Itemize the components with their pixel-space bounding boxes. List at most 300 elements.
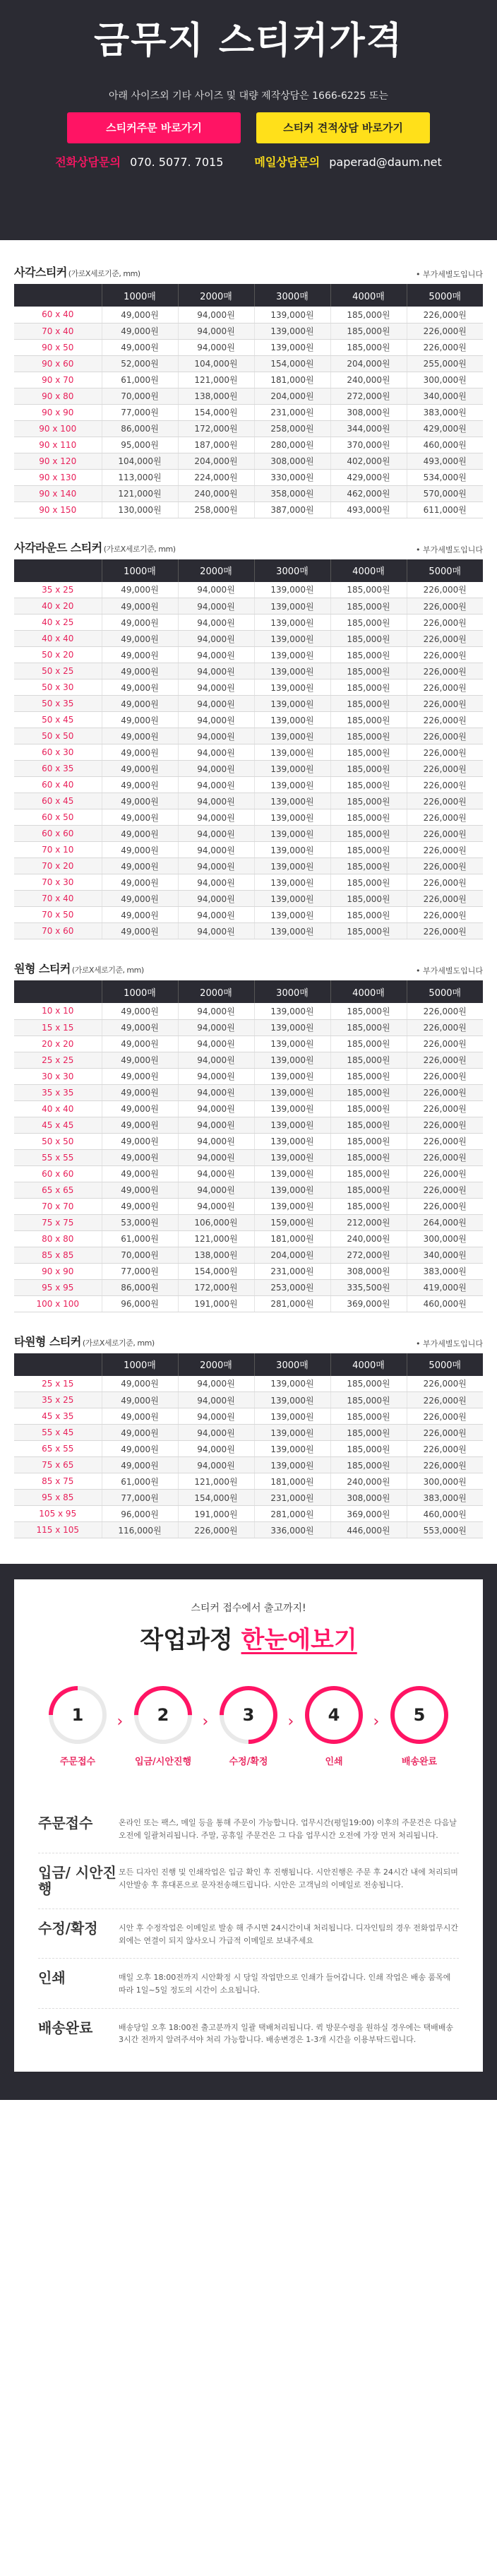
price-cell: 139,000원 [254, 728, 330, 744]
price-cell: 139,000원 [254, 1457, 330, 1473]
price-cell: 138,000원 [178, 388, 254, 404]
price-cell: 185,000원 [330, 744, 407, 761]
chevron-right-icon: › [373, 1713, 380, 1731]
process-step [128, 1686, 198, 1767]
price-cell: 94,000원 [178, 1084, 254, 1100]
table-row [14, 1295, 483, 1312]
step-progress-arc [37, 1674, 119, 1756]
column-header: 1000매 [102, 980, 178, 1003]
process-subtitle: 스티커 접수에서 출고까지! [191, 1603, 306, 1614]
email-address[interactable]: paperad@daum.net [329, 155, 442, 170]
price-cell: 49,000원 [102, 1133, 178, 1149]
size-cell: 105 x 95 [14, 1506, 102, 1522]
price-cell: 104,000원 [178, 355, 254, 372]
price-cell: 226,000원 [407, 728, 483, 744]
price-cell: 94,000원 [178, 307, 254, 323]
price-cell: 226,000원 [407, 923, 483, 939]
price-cell: 185,000원 [330, 712, 407, 728]
price-cell: 460,000원 [407, 1506, 483, 1522]
price-cell: 49,000원 [102, 809, 178, 826]
table-row [14, 1182, 483, 1198]
price-cell: 94,000원 [178, 1149, 254, 1165]
process-section [0, 1564, 497, 2100]
chevron-right-icon: › [287, 1713, 294, 1731]
price-cell: 49,000원 [102, 761, 178, 777]
price-cell: 185,000원 [330, 826, 407, 842]
price-cell: 226,000원 [407, 793, 483, 809]
price-cell: 181,000원 [254, 1473, 330, 1490]
price-cell: 226,000원 [407, 679, 483, 696]
price-cell: 139,000원 [254, 696, 330, 712]
size-cell: 85 x 85 [14, 1247, 102, 1263]
size-cell: 95 x 85 [14, 1490, 102, 1506]
price-cell: 226,000원 [407, 891, 483, 907]
table-row [14, 1230, 483, 1247]
process-panel [14, 1579, 483, 2072]
price-cell: 139,000원 [254, 615, 330, 631]
price-cell: 226,000원 [407, 647, 483, 663]
price-cell: 49,000원 [102, 1052, 178, 1068]
step-label: 인쇄 [325, 1757, 343, 1767]
price-cell: 49,000원 [102, 842, 178, 858]
price-cell: 226,000원 [407, 907, 483, 923]
section-title [14, 539, 176, 555]
price-cell: 49,000원 [102, 1376, 178, 1392]
table-row [14, 1100, 483, 1117]
column-header: 1000매 [102, 284, 178, 307]
price-cell: 383,000원 [407, 1490, 483, 1506]
price-cell: 419,000원 [407, 1279, 483, 1295]
price-cell: 49,000원 [102, 339, 178, 355]
table-row [14, 923, 483, 939]
table-row [14, 696, 483, 712]
price-cell: 185,000원 [330, 1035, 407, 1052]
table-row [14, 809, 483, 826]
table-row [14, 501, 483, 518]
price-cell: 255,000원 [407, 355, 483, 372]
column-header: 5000매 [407, 1353, 483, 1376]
price-cell: 94,000원 [178, 1392, 254, 1408]
size-cell: 70 x 70 [14, 1198, 102, 1214]
price-cell: 308,000원 [330, 1263, 407, 1279]
table-header-row [14, 559, 483, 582]
price-cell: 138,000원 [178, 1247, 254, 1263]
size-cell: 40 x 20 [14, 598, 102, 615]
price-cell: 446,000원 [330, 1522, 407, 1538]
process-details [14, 1767, 483, 2065]
process-step [384, 1686, 455, 1767]
price-cell: 226,000원 [407, 1052, 483, 1068]
column-header: 3000매 [254, 980, 330, 1003]
price-cell: 139,000원 [254, 777, 330, 793]
size-cell: 80 x 80 [14, 1230, 102, 1247]
column-header: 4000매 [330, 1353, 407, 1376]
size-cell: 35 x 25 [14, 582, 102, 598]
price-cell: 369,000원 [330, 1295, 407, 1312]
price-cell: 534,000원 [407, 469, 483, 485]
price-cell: 70,000원 [102, 388, 178, 404]
price-cell: 226,000원 [407, 615, 483, 631]
price-cell: 139,000원 [254, 858, 330, 874]
column-header: 1000매 [102, 559, 178, 582]
price-cell: 49,000원 [102, 582, 178, 598]
table-row [14, 793, 483, 809]
price-cell: 330,000원 [254, 469, 330, 485]
price-cell: 94,000원 [178, 1425, 254, 1441]
table-row [14, 1425, 483, 1441]
price-cell: 226,000원 [178, 1522, 254, 1538]
price-cell: 154,000원 [254, 355, 330, 372]
size-cell: 90 x 130 [14, 469, 102, 485]
section-header [14, 955, 483, 980]
price-cell: 387,000원 [254, 501, 330, 518]
price-cell: 139,000원 [254, 826, 330, 842]
price-cell: 139,000원 [254, 663, 330, 679]
price-cell: 185,000원 [330, 1019, 407, 1035]
price-cell: 49,000원 [102, 647, 178, 663]
table-row [14, 1068, 483, 1084]
price-cell: 308,000원 [254, 453, 330, 469]
price-cell: 121,000원 [178, 1230, 254, 1247]
price-cell: 185,000원 [330, 582, 407, 598]
table-row [14, 1149, 483, 1165]
price-cell: 185,000원 [330, 891, 407, 907]
price-cell: 94,000원 [178, 1019, 254, 1035]
price-cell: 358,000원 [254, 485, 330, 501]
table-row [14, 582, 483, 598]
size-cell: 65 x 55 [14, 1441, 102, 1457]
page-title: 금무지 스티커가격 [94, 20, 403, 62]
price-section [0, 1328, 497, 1539]
process-step [42, 1686, 113, 1767]
price-cell: 94,000원 [178, 809, 254, 826]
table-row [14, 1035, 483, 1052]
price-cell: 94,000원 [178, 663, 254, 679]
estimate-button[interactable]: 스티커 견적상담 바로가기 [256, 112, 430, 143]
price-cell: 185,000원 [330, 1100, 407, 1117]
step-number: 5 [413, 1705, 426, 1725]
price-cell: 139,000원 [254, 1133, 330, 1149]
price-cell: 94,000원 [178, 923, 254, 939]
price-cell: 49,000원 [102, 1003, 178, 1019]
table-row [14, 355, 483, 372]
detail-title: 인쇄 [38, 1969, 66, 1987]
price-cell: 49,000원 [102, 696, 178, 712]
price-cell: 185,000원 [330, 615, 407, 631]
price-cell: 139,000원 [254, 647, 330, 663]
price-cell: 226,000원 [407, 323, 483, 339]
price-cell: 226,000원 [407, 858, 483, 874]
size-cell: 70 x 40 [14, 891, 102, 907]
step-circle [390, 1686, 448, 1744]
price-section [0, 534, 497, 940]
vat-note: • 부가세별도입니다 [416, 966, 483, 975]
price-cell: 94,000원 [178, 696, 254, 712]
price-cell: 49,000원 [102, 1408, 178, 1425]
price-cell: 280,000원 [254, 437, 330, 453]
price-cell: 49,000원 [102, 307, 178, 323]
size-cell: 60 x 60 [14, 826, 102, 842]
table-header-row [14, 1353, 483, 1376]
price-cell: 204,000원 [178, 453, 254, 469]
price-cell: 185,000원 [330, 1084, 407, 1100]
price-cell: 281,000원 [254, 1295, 330, 1312]
step-number: 4 [328, 1705, 340, 1725]
price-cell: 113,000원 [102, 469, 178, 485]
price-cell: 226,000원 [407, 1133, 483, 1149]
price-cell: 139,000원 [254, 1003, 330, 1019]
table-row [14, 1019, 483, 1035]
section-title [14, 263, 140, 280]
price-cell: 94,000원 [178, 1408, 254, 1425]
hero-buttons [0, 112, 497, 143]
price-cell: 344,000원 [330, 420, 407, 437]
table-row [14, 372, 483, 388]
price-table [14, 284, 483, 518]
detail-text: 모든 디자인 진행 및 인쇄작업은 입금 확인 후 진행됩니다. 시안진행은 주문 후 24시간 내에 처리되며 시안발송 후 휴대폰으로 문자전송해드립니다. 시안은 고객님의 이메일로 전송됩니다. [119, 1868, 458, 1889]
size-cell: 90 x 150 [14, 501, 102, 518]
step-circle [305, 1686, 363, 1744]
detail-title: 수정/확정 [38, 1920, 98, 1937]
detail-text: 시안 후 수정작업은 이메일로 발송 해 주시면 24시간이내 처리됩니다. 디자인팀의 경우 전화업무시간외에는 연결이 되지 않사오니 가급적 이메일로 보내주세요 [119, 1923, 458, 1945]
size-cell: 65 x 65 [14, 1182, 102, 1198]
table-row [14, 761, 483, 777]
size-cell: 70 x 40 [14, 323, 102, 339]
price-cell: 94,000원 [178, 679, 254, 696]
price-cell: 49,000원 [102, 1441, 178, 1457]
price-cell: 240,000원 [178, 485, 254, 501]
price-sections [0, 259, 497, 1538]
table-row [14, 679, 483, 696]
price-cell: 95,000원 [102, 437, 178, 453]
price-cell: 94,000원 [178, 1035, 254, 1052]
order-button[interactable]: 스티커주문 바로가기 [67, 112, 241, 143]
price-cell: 49,000원 [102, 907, 178, 923]
price-cell: 429,000원 [330, 469, 407, 485]
size-cell: 60 x 45 [14, 793, 102, 809]
section-title-text: 원형 스티커 [14, 962, 71, 975]
size-cell: 15 x 15 [14, 1019, 102, 1035]
price-cell: 340,000원 [407, 1247, 483, 1263]
price-cell: 139,000원 [254, 744, 330, 761]
phone-number[interactable]: 070. 5077. 7015 [130, 155, 224, 170]
step-progress-arc [208, 1674, 289, 1756]
price-cell: 116,000원 [102, 1522, 178, 1538]
price-cell: 139,000원 [254, 1165, 330, 1182]
price-cell: 61,000원 [102, 1230, 178, 1247]
price-cell: 49,000원 [102, 891, 178, 907]
price-cell: 94,000원 [178, 842, 254, 858]
table-row [14, 598, 483, 615]
price-cell: 139,000원 [254, 1100, 330, 1117]
price-cell: 226,000원 [407, 1019, 483, 1035]
table-row [14, 469, 483, 485]
table-row [14, 1457, 483, 1473]
size-cell: 50 x 35 [14, 696, 102, 712]
table-row [14, 1522, 483, 1538]
section-size-note: (가로X세로기준, mm) [68, 269, 140, 278]
price-cell: 94,000원 [178, 1198, 254, 1214]
size-cell: 50 x 20 [14, 647, 102, 663]
price-cell: 258,000원 [178, 501, 254, 518]
price-cell: 191,000원 [178, 1506, 254, 1522]
email-tag: 메일상담문의 [254, 155, 321, 170]
size-cell: 25 x 25 [14, 1052, 102, 1068]
price-cell: 383,000원 [407, 404, 483, 420]
column-header: 2000매 [178, 284, 254, 307]
price-cell: 139,000원 [254, 307, 330, 323]
column-header: 2000매 [178, 559, 254, 582]
chevron-right-icon: › [202, 1713, 209, 1731]
step-progress-arc [293, 1674, 375, 1756]
column-header [14, 284, 102, 307]
price-cell: 185,000원 [330, 874, 407, 891]
price-cell: 94,000원 [178, 744, 254, 761]
price-cell: 139,000원 [254, 1149, 330, 1165]
size-cell: 90 x 140 [14, 485, 102, 501]
price-cell: 611,000원 [407, 501, 483, 518]
price-cell: 139,000원 [254, 923, 330, 939]
price-cell: 139,000원 [254, 842, 330, 858]
price-cell: 185,000원 [330, 1408, 407, 1425]
price-cell: 226,000원 [407, 842, 483, 858]
table-row [14, 1376, 483, 1392]
column-header: 4000매 [330, 980, 407, 1003]
price-cell: 226,000원 [407, 1084, 483, 1100]
price-cell: 49,000원 [102, 826, 178, 842]
price-cell: 96,000원 [102, 1506, 178, 1522]
size-cell: 50 x 50 [14, 728, 102, 744]
table-row [14, 323, 483, 339]
process-title-main: 작업과정 [140, 1626, 233, 1654]
table-row [14, 1279, 483, 1295]
price-cell: 226,000원 [407, 307, 483, 323]
size-cell: 70 x 10 [14, 842, 102, 858]
size-cell: 75 x 65 [14, 1457, 102, 1473]
step-label: 주문접수 [59, 1757, 96, 1767]
size-cell: 90 x 90 [14, 1263, 102, 1279]
column-header [14, 559, 102, 582]
table-row [14, 453, 483, 469]
size-cell: 50 x 45 [14, 712, 102, 728]
vat-note: • 부가세별도입니다 [416, 545, 483, 554]
size-cell: 90 x 100 [14, 420, 102, 437]
price-section [0, 259, 497, 518]
price-cell: 226,000원 [407, 339, 483, 355]
price-cell: 94,000원 [178, 1003, 254, 1019]
price-cell: 185,000원 [330, 679, 407, 696]
size-cell: 45 x 35 [14, 1408, 102, 1425]
price-cell: 226,000원 [407, 1457, 483, 1473]
price-cell: 231,000원 [254, 1263, 330, 1279]
price-cell: 94,000원 [178, 1117, 254, 1133]
price-cell: 191,000원 [178, 1295, 254, 1312]
size-cell: 90 x 110 [14, 437, 102, 453]
price-cell: 226,000원 [407, 809, 483, 826]
price-cell: 185,000원 [330, 647, 407, 663]
price-cell: 77,000원 [102, 404, 178, 420]
price-cell: 460,000원 [407, 437, 483, 453]
price-cell: 226,000원 [407, 712, 483, 728]
price-cell: 369,000원 [330, 1506, 407, 1522]
price-cell: 49,000원 [102, 1165, 178, 1182]
price-cell: 49,000원 [102, 1457, 178, 1473]
price-cell: 139,000원 [254, 598, 330, 615]
price-cell: 204,000원 [254, 1247, 330, 1263]
table-row [14, 647, 483, 663]
process-detail [38, 1853, 459, 1909]
size-cell: 90 x 120 [14, 453, 102, 469]
size-cell: 95 x 95 [14, 1279, 102, 1295]
price-cell: 308,000원 [330, 1490, 407, 1506]
price-cell: 185,000원 [330, 1425, 407, 1441]
hero-header [0, 0, 497, 240]
price-cell: 402,000원 [330, 453, 407, 469]
price-cell: 272,000원 [330, 388, 407, 404]
price-cell: 185,000원 [330, 1133, 407, 1149]
section-title [14, 960, 144, 976]
section-title-text: 사각스티커 [14, 266, 67, 279]
table-row [14, 1408, 483, 1425]
price-cell: 185,000원 [330, 1068, 407, 1084]
price-cell: 94,000원 [178, 777, 254, 793]
process-detail [38, 1909, 459, 1959]
price-cell: 139,000원 [254, 1376, 330, 1392]
price-cell: 553,000원 [407, 1522, 483, 1538]
price-cell: 49,000원 [102, 858, 178, 874]
price-cell: 53,000원 [102, 1214, 178, 1230]
price-cell: 139,000원 [254, 1117, 330, 1133]
price-cell: 226,000원 [407, 631, 483, 647]
price-cell: 185,000원 [330, 761, 407, 777]
price-cell: 139,000원 [254, 793, 330, 809]
detail-text: 배송당일 오후 18:00전 출고분까지 일괄 택배처리됩니다. 퀵 방문수령을 원하실 경우에는 택배배송 3시간 전까지 알려주셔야 처리 가능합니다. 배송변경은 1-3개 시간을 이용부탁드립니다. [119, 2022, 453, 2045]
price-cell: 185,000원 [330, 1457, 407, 1473]
price-cell: 429,000원 [407, 420, 483, 437]
price-cell: 185,000원 [330, 923, 407, 939]
price-cell: 130,000원 [102, 501, 178, 518]
size-cell: 50 x 30 [14, 679, 102, 696]
price-cell: 121,000원 [178, 372, 254, 388]
price-cell: 226,000원 [407, 1376, 483, 1392]
price-cell: 49,000원 [102, 874, 178, 891]
table-row [14, 339, 483, 355]
column-header: 3000매 [254, 559, 330, 582]
price-cell: 226,000원 [407, 1035, 483, 1052]
price-cell: 49,000원 [102, 1019, 178, 1035]
size-cell: 85 x 75 [14, 1473, 102, 1490]
price-cell: 226,000원 [407, 761, 483, 777]
size-cell: 55 x 55 [14, 1149, 102, 1165]
price-cell: 493,000원 [330, 501, 407, 518]
price-cell: 154,000원 [178, 404, 254, 420]
price-cell: 187,000원 [178, 437, 254, 453]
price-cell: 77,000원 [102, 1263, 178, 1279]
column-header: 5000매 [407, 980, 483, 1003]
price-table [14, 559, 483, 940]
step-progress-arc [122, 1674, 204, 1756]
price-cell: 49,000원 [102, 1198, 178, 1214]
price-cell: 185,000원 [330, 728, 407, 744]
column-header: 2000매 [178, 1353, 254, 1376]
price-cell: 94,000원 [178, 582, 254, 598]
table-row [14, 631, 483, 647]
table-row [14, 1473, 483, 1490]
price-cell: 462,000원 [330, 485, 407, 501]
price-table [14, 1353, 483, 1539]
price-cell: 185,000원 [330, 842, 407, 858]
size-cell: 60 x 50 [14, 809, 102, 826]
